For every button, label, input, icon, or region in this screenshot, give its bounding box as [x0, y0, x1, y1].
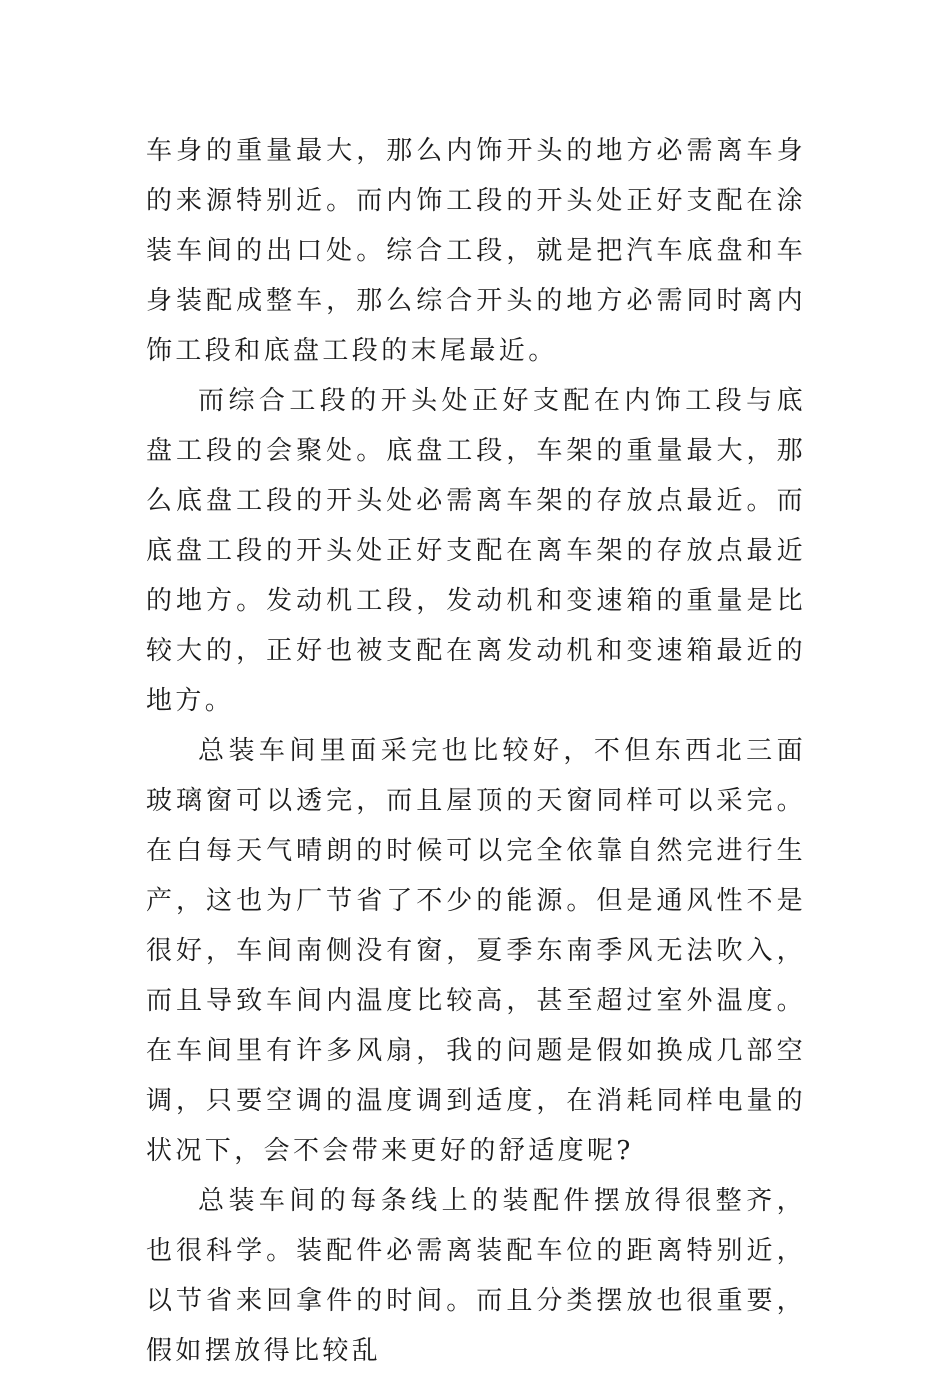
paragraph-continued: 车身的重量最大，那么内饰开头的地方必需离车身的来源特别近。而内饰工段的开头处正好支配在涂装车间的出口处。综合工段，就是把汽车底盘和车身装配成整车，那么综合开头的地方必需同时离内饰工段和底盘工段的末尾最近。 [146, 136, 806, 366]
paragraph: 而综合工段的开头处正好支配在内饰工段与底盘工段的会聚处。底盘工段，车架的重量最大，那么底盘工段的开头处必需离车架的存放点最近。而底盘工段的开头处正好支配在离车架的存放点最近的地方。发动机工段，发动机和变速箱的重量是比较大的，正好也被支配在离发动机和变速箱最近的地方。 [146, 386, 806, 716]
document-body [146, 126, 806, 1376]
paragraph: 总装车间的每条线上的装配件摆放得很整齐，也很科学。装配件必需离装配车位的距离特别近，以节省来回拿件的时间。而且分类摆放也很重要，假如摆放得比较乱 [146, 1186, 806, 1366]
paragraph: 总装车间里面采完也比较好，不但东西北三面玻璃窗可以透完，而且屋顶的天窗同样可以采完。在白每天气晴朗的时候可以完全依靠自然完进行生产，这也为厂节省了不少的能源。但是通风性不是很好，车间南侧没有窗，夏季东南季风无法吹入，而且导致车间内温度比较高，甚至超过室外温度。在车间里有许多风扇，我的问题是假如换成几部空调，只要空调的温度调到适度，在消耗同样电量的状况下，会不会带来更好的舒适度呢? [146, 736, 806, 1166]
